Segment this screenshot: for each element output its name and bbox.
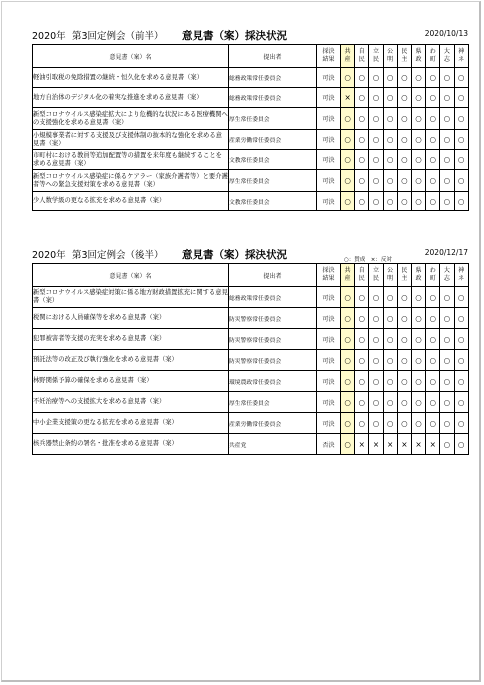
party-name: 政 bbox=[415, 56, 422, 63]
vote-mark: ○ bbox=[355, 130, 369, 150]
party-header bbox=[355, 264, 369, 287]
vote-mark: ○ bbox=[397, 371, 411, 392]
vote-mark: ○ bbox=[369, 88, 383, 108]
party-name: 産 bbox=[344, 275, 351, 282]
submitter: 産業労働常任委員会 bbox=[229, 413, 317, 434]
vote-mark: ○ bbox=[355, 350, 369, 371]
vote-mark: × bbox=[355, 434, 369, 455]
party-header bbox=[454, 264, 468, 287]
vote-mark: ○ bbox=[440, 68, 454, 88]
vote-mark: ○ bbox=[397, 308, 411, 329]
vote-result: 可決 bbox=[317, 308, 341, 329]
vote-result: 可決 bbox=[317, 130, 341, 150]
vote-mark: ○ bbox=[440, 371, 454, 392]
vote-mark: ○ bbox=[411, 371, 425, 392]
vote-result: 可決 bbox=[317, 170, 341, 192]
vote-mark: ○ bbox=[355, 413, 369, 434]
vote-mark: ○ bbox=[383, 108, 397, 130]
resolution-title: 小規模事業者に対する支援及び支援体制の抜本的な強化を求める意見書（案） bbox=[33, 130, 229, 150]
vote-mark: ○ bbox=[369, 308, 383, 329]
vote-result: 可決 bbox=[317, 192, 341, 211]
table-row bbox=[33, 130, 469, 150]
party-name: 町 bbox=[429, 275, 436, 282]
party-name: わ bbox=[429, 48, 436, 55]
resolution-title: 税関における人員確保等を求める意見書（案） bbox=[33, 308, 229, 329]
header-session: 第3回定例会（前半） bbox=[72, 31, 164, 42]
party-name: ネ bbox=[458, 275, 465, 282]
vote-mark: ○ bbox=[426, 88, 440, 108]
vote-result: 可決 bbox=[317, 287, 341, 308]
header-session: 第3回定例会（後半） bbox=[72, 250, 164, 261]
vote-mark: ○ bbox=[341, 350, 355, 371]
column-header-result-text: 結果 bbox=[322, 275, 335, 282]
vote-mark: ○ bbox=[426, 350, 440, 371]
vote-mark: ○ bbox=[383, 413, 397, 434]
party-name: 民 bbox=[372, 275, 379, 282]
party-name: 大 bbox=[443, 48, 450, 55]
vote-mark: ○ bbox=[341, 329, 355, 350]
vote-mark: ○ bbox=[454, 434, 468, 455]
party-header bbox=[341, 45, 355, 68]
vote-mark: ○ bbox=[454, 192, 468, 211]
vote-mark: ○ bbox=[369, 130, 383, 150]
submitter: 防災警察常任委員会 bbox=[229, 350, 317, 371]
table-row bbox=[33, 192, 469, 211]
vote-result: 可決 bbox=[317, 350, 341, 371]
resolution-title: 地方自治体のデジタル化の着実な推進を求める意見書（案） bbox=[33, 88, 229, 108]
vote-mark: ○ bbox=[411, 329, 425, 350]
submitter: 厚生常任委員会 bbox=[229, 170, 317, 192]
vote-mark: ○ bbox=[440, 434, 454, 455]
vote-table bbox=[32, 44, 469, 211]
vote-mark: ○ bbox=[440, 108, 454, 130]
party-header bbox=[426, 264, 440, 287]
vote-mark: ○ bbox=[454, 392, 468, 413]
party-header bbox=[440, 45, 454, 68]
vote-mark: ○ bbox=[397, 329, 411, 350]
resolution-title: 軽油引取税の免除措置の継続・恒久化を求める意見書（案） bbox=[33, 68, 229, 88]
vote-mark: ○ bbox=[355, 371, 369, 392]
header-date: 2020/12/17 bbox=[424, 248, 468, 257]
vote-mark: ○ bbox=[341, 434, 355, 455]
vote-mark: ○ bbox=[454, 68, 468, 88]
vote-result: 可決 bbox=[317, 392, 341, 413]
table-header-row bbox=[33, 45, 469, 68]
vote-mark: ○ bbox=[454, 308, 468, 329]
resolution-title: 林野関係予算の確保を求める意見書（案） bbox=[33, 371, 229, 392]
vote-mark: ○ bbox=[341, 150, 355, 170]
table-row bbox=[33, 392, 469, 413]
column-header-result-text: 採決 bbox=[322, 48, 335, 55]
column-header-result bbox=[317, 264, 341, 287]
vote-mark: ○ bbox=[454, 329, 468, 350]
vote-mark: ○ bbox=[454, 413, 468, 434]
vote-mark: ○ bbox=[454, 88, 468, 108]
party-name: 神 bbox=[458, 48, 465, 55]
resolution-title: 新型コロナウイルス感染症拡大により危機的な状況にある医療機関への支援強化を求める意見書（案） bbox=[33, 108, 229, 130]
resolution-title: 犯罪被害者等支援の充実を求める意見書（案） bbox=[33, 329, 229, 350]
vote-mark: ○ bbox=[426, 108, 440, 130]
vote-mark: × bbox=[383, 434, 397, 455]
party-header bbox=[397, 45, 411, 68]
party-name: 民 bbox=[401, 267, 408, 274]
vote-mark: × bbox=[397, 434, 411, 455]
party-header bbox=[411, 264, 425, 287]
party-name: 神 bbox=[458, 267, 465, 274]
vote-mark: ○ bbox=[369, 329, 383, 350]
resolution-title: 新型コロナウイルス感染症対策に係る地方財政措置拡充に関する意見書（案） bbox=[33, 287, 229, 308]
vote-legend: ○：賛成 ×：反対 bbox=[344, 257, 392, 263]
vote-mark: ○ bbox=[369, 287, 383, 308]
party-name: 大 bbox=[443, 267, 450, 274]
party-header bbox=[397, 264, 411, 287]
vote-mark: ○ bbox=[440, 150, 454, 170]
vote-mark: ○ bbox=[397, 287, 411, 308]
table-row bbox=[33, 350, 469, 371]
vote-mark: ○ bbox=[369, 108, 383, 130]
submitter: 共産党 bbox=[229, 434, 317, 455]
table-header-row bbox=[33, 264, 469, 287]
party-name: 民 bbox=[372, 56, 379, 63]
vote-mark: ○ bbox=[341, 170, 355, 192]
vote-mark: ○ bbox=[426, 392, 440, 413]
vote-mark: ○ bbox=[397, 88, 411, 108]
vote-result: 可決 bbox=[317, 88, 341, 108]
vote-mark: ○ bbox=[341, 413, 355, 434]
resolution-title: 中小企業支援策の更なる拡充を求める意見書（案） bbox=[33, 413, 229, 434]
vote-mark: ○ bbox=[426, 150, 440, 170]
table-row bbox=[33, 88, 469, 108]
party-name: 明 bbox=[387, 56, 394, 63]
vote-mark: ○ bbox=[397, 392, 411, 413]
vote-mark: ○ bbox=[355, 287, 369, 308]
vote-mark: ○ bbox=[355, 308, 369, 329]
vote-mark: ○ bbox=[426, 130, 440, 150]
party-name: 町 bbox=[429, 56, 436, 63]
submitter: 総務政策常任委員会 bbox=[229, 88, 317, 108]
submitter: 厚生常任委員会 bbox=[229, 108, 317, 130]
vote-mark: ○ bbox=[440, 392, 454, 413]
party-name: 自 bbox=[358, 48, 365, 55]
vote-mark: ○ bbox=[426, 329, 440, 350]
vote-mark: ○ bbox=[454, 371, 468, 392]
vote-mark: ○ bbox=[341, 371, 355, 392]
party-name: 共 bbox=[344, 48, 351, 55]
vote-mark: ○ bbox=[383, 350, 397, 371]
vote-mark: × bbox=[369, 434, 383, 455]
vote-mark: ○ bbox=[454, 108, 468, 130]
party-name: 共 bbox=[344, 267, 351, 274]
table-row bbox=[33, 68, 469, 88]
resolution-title: 新型コロナウイルス感染症に係るケアラー（家族介護者等）と要介護者等への緊急支援対策を求める意見書（案） bbox=[33, 170, 229, 192]
vote-mark: ○ bbox=[341, 192, 355, 211]
vote-result: 可決 bbox=[317, 413, 341, 434]
table-row bbox=[33, 170, 469, 192]
party-header bbox=[369, 45, 383, 68]
party-name: 公 bbox=[387, 267, 394, 274]
vote-mark: ○ bbox=[383, 130, 397, 150]
table-row bbox=[33, 308, 469, 329]
vote-mark: ○ bbox=[383, 192, 397, 211]
vote-result: 否決 bbox=[317, 434, 341, 455]
vote-mark: ○ bbox=[355, 170, 369, 192]
resolution-title: 不妊治療等への支援拡大を求める意見書（案） bbox=[33, 392, 229, 413]
vote-mark: ○ bbox=[383, 329, 397, 350]
vote-mark: ○ bbox=[440, 329, 454, 350]
vote-result: 可決 bbox=[317, 108, 341, 130]
column-header-result-text: 結果 bbox=[322, 56, 335, 63]
party-name: 立 bbox=[372, 48, 379, 55]
vote-mark: ○ bbox=[397, 68, 411, 88]
vote-mark: ○ bbox=[426, 371, 440, 392]
vote-mark: ○ bbox=[440, 308, 454, 329]
vote-mark: ○ bbox=[355, 88, 369, 108]
party-header bbox=[383, 45, 397, 68]
vote-mark: ○ bbox=[369, 392, 383, 413]
submitter: 防災警察常任委員会 bbox=[229, 329, 317, 350]
vote-mark: ○ bbox=[440, 192, 454, 211]
vote-mark: ○ bbox=[411, 68, 425, 88]
vote-mark: × bbox=[426, 434, 440, 455]
vote-mark: ○ bbox=[383, 308, 397, 329]
vote-mark: × bbox=[341, 88, 355, 108]
vote-mark: ○ bbox=[383, 170, 397, 192]
party-name: 民 bbox=[358, 275, 365, 282]
party-name: 県 bbox=[415, 267, 422, 274]
party-name: 自 bbox=[358, 267, 365, 274]
vote-mark: ○ bbox=[411, 108, 425, 130]
vote-mark: ○ bbox=[383, 150, 397, 170]
table-row bbox=[33, 434, 469, 455]
party-name: 志 bbox=[443, 56, 450, 63]
party-header bbox=[383, 264, 397, 287]
vote-mark: ○ bbox=[411, 192, 425, 211]
vote-mark: ○ bbox=[355, 329, 369, 350]
submitter: 産業労働常任委員会 bbox=[229, 130, 317, 150]
resolution-title: 市町村における教員等追加配置等の措置を来年度も継続することを求める意見書（案） bbox=[33, 150, 229, 170]
vote-mark: ○ bbox=[411, 88, 425, 108]
vote-mark: ○ bbox=[411, 287, 425, 308]
vote-mark: ○ bbox=[440, 350, 454, 371]
party-name: 産 bbox=[344, 56, 351, 63]
vote-result: 可決 bbox=[317, 150, 341, 170]
party-name: 政 bbox=[415, 275, 422, 282]
header-date: 2020/10/13 bbox=[424, 29, 468, 38]
vote-mark: ○ bbox=[369, 150, 383, 170]
vote-mark: ○ bbox=[341, 392, 355, 413]
vote-mark: ○ bbox=[383, 371, 397, 392]
table-row bbox=[33, 413, 469, 434]
party-header bbox=[355, 45, 369, 68]
vote-mark: ○ bbox=[426, 413, 440, 434]
vote-mark: ○ bbox=[411, 413, 425, 434]
submitter: 文教常任委員会 bbox=[229, 150, 317, 170]
party-name: 立 bbox=[372, 267, 379, 274]
vote-result: 可決 bbox=[317, 329, 341, 350]
header-title: 意見書（案）採決状況 bbox=[182, 30, 287, 42]
vote-mark: ○ bbox=[383, 287, 397, 308]
party-name: 民 bbox=[358, 56, 365, 63]
vote-mark: ○ bbox=[454, 170, 468, 192]
vote-mark: ○ bbox=[397, 350, 411, 371]
vote-mark: ○ bbox=[440, 413, 454, 434]
column-header-committee: 提出者 bbox=[229, 45, 317, 68]
party-name: 民 bbox=[401, 48, 408, 55]
vote-mark: ○ bbox=[411, 150, 425, 170]
vote-mark: ○ bbox=[383, 88, 397, 108]
vote-mark: ○ bbox=[341, 287, 355, 308]
vote-mark: ○ bbox=[355, 150, 369, 170]
vote-mark: ○ bbox=[411, 392, 425, 413]
submitter: 防災警察常任委員会 bbox=[229, 308, 317, 329]
vote-mark: ○ bbox=[341, 68, 355, 88]
vote-mark: ○ bbox=[369, 413, 383, 434]
submitter: 文教常任委員会 bbox=[229, 192, 317, 211]
column-header-title: 意見書（案）名 bbox=[33, 45, 229, 68]
vote-mark: ○ bbox=[341, 108, 355, 130]
vote-mark: ○ bbox=[383, 392, 397, 413]
vote-mark: ○ bbox=[411, 130, 425, 150]
vote-mark: ○ bbox=[355, 68, 369, 88]
vote-mark: ○ bbox=[440, 170, 454, 192]
party-name: 主 bbox=[401, 56, 408, 63]
party-header bbox=[369, 264, 383, 287]
vote-mark: ○ bbox=[426, 68, 440, 88]
party-header bbox=[454, 45, 468, 68]
party-name: わ bbox=[429, 267, 436, 274]
section-header bbox=[32, 247, 468, 263]
submitter: 総務政策常任委員会 bbox=[229, 287, 317, 308]
table-row bbox=[33, 329, 469, 350]
vote-mark: ○ bbox=[397, 130, 411, 150]
header-title: 意見書（案）採決状況 bbox=[182, 249, 287, 261]
vote-mark: ○ bbox=[411, 350, 425, 371]
vote-mark: ○ bbox=[369, 192, 383, 211]
submitter: 厚生常任委員会 bbox=[229, 392, 317, 413]
vote-mark: ○ bbox=[454, 150, 468, 170]
party-name: 県 bbox=[415, 48, 422, 55]
vote-mark: ○ bbox=[426, 192, 440, 211]
submitter: 総務政策常任委員会 bbox=[229, 68, 317, 88]
vote-mark: ○ bbox=[426, 170, 440, 192]
section-header bbox=[32, 28, 468, 44]
vote-mark: ○ bbox=[440, 88, 454, 108]
party-header bbox=[341, 264, 355, 287]
vote-mark: ○ bbox=[369, 350, 383, 371]
vote-mark: ○ bbox=[383, 68, 397, 88]
vote-mark: ○ bbox=[355, 108, 369, 130]
vote-mark: × bbox=[411, 434, 425, 455]
vote-mark: ○ bbox=[397, 108, 411, 130]
vote-mark: ○ bbox=[397, 150, 411, 170]
vote-mark: ○ bbox=[397, 413, 411, 434]
vote-mark: ○ bbox=[454, 130, 468, 150]
header-year: 2020年 bbox=[32, 31, 66, 42]
vote-result: 可決 bbox=[317, 68, 341, 88]
resolution-title: 少人数学級の更なる拡充を求める意見書（案） bbox=[33, 192, 229, 211]
submitter: 環境農政常任委員会 bbox=[229, 371, 317, 392]
section-second-half bbox=[32, 247, 468, 455]
column-header-title: 意見書（案）名 bbox=[33, 264, 229, 287]
resolution-title: 預託法等の改正及び執行強化を求める意見書（案） bbox=[33, 350, 229, 371]
party-header bbox=[411, 45, 425, 68]
vote-mark: ○ bbox=[411, 308, 425, 329]
vote-mark: ○ bbox=[369, 371, 383, 392]
section-first-half bbox=[32, 28, 468, 211]
table-row bbox=[33, 371, 469, 392]
party-name: ネ bbox=[458, 56, 465, 63]
party-name: 明 bbox=[387, 275, 394, 282]
vote-mark: ○ bbox=[454, 350, 468, 371]
vote-table bbox=[32, 263, 469, 455]
table-row bbox=[33, 108, 469, 130]
vote-mark: ○ bbox=[411, 170, 425, 192]
resolution-title: 核兵器禁止条約の署名・批准を求める意見書（案） bbox=[33, 434, 229, 455]
vote-mark: ○ bbox=[369, 68, 383, 88]
vote-mark: ○ bbox=[369, 170, 383, 192]
party-name: 主 bbox=[401, 275, 408, 282]
vote-mark: ○ bbox=[426, 287, 440, 308]
vote-mark: ○ bbox=[397, 192, 411, 211]
vote-mark: ○ bbox=[341, 130, 355, 150]
vote-mark: ○ bbox=[355, 192, 369, 211]
vote-mark: ○ bbox=[440, 287, 454, 308]
vote-mark: ○ bbox=[426, 308, 440, 329]
vote-mark: ○ bbox=[440, 130, 454, 150]
party-name: 公 bbox=[387, 48, 394, 55]
header-year: 2020年 bbox=[32, 250, 66, 261]
vote-mark: ○ bbox=[355, 392, 369, 413]
column-header-result bbox=[317, 45, 341, 68]
vote-mark: ○ bbox=[454, 287, 468, 308]
vote-result: 可決 bbox=[317, 371, 341, 392]
table-row bbox=[33, 287, 469, 308]
column-header-result-text: 採決 bbox=[322, 267, 335, 274]
party-name: 志 bbox=[443, 275, 450, 282]
party-header bbox=[440, 264, 454, 287]
vote-mark: ○ bbox=[341, 308, 355, 329]
table-row bbox=[33, 150, 469, 170]
party-header bbox=[426, 45, 440, 68]
column-header-committee: 提出者 bbox=[229, 264, 317, 287]
vote-mark: ○ bbox=[397, 170, 411, 192]
